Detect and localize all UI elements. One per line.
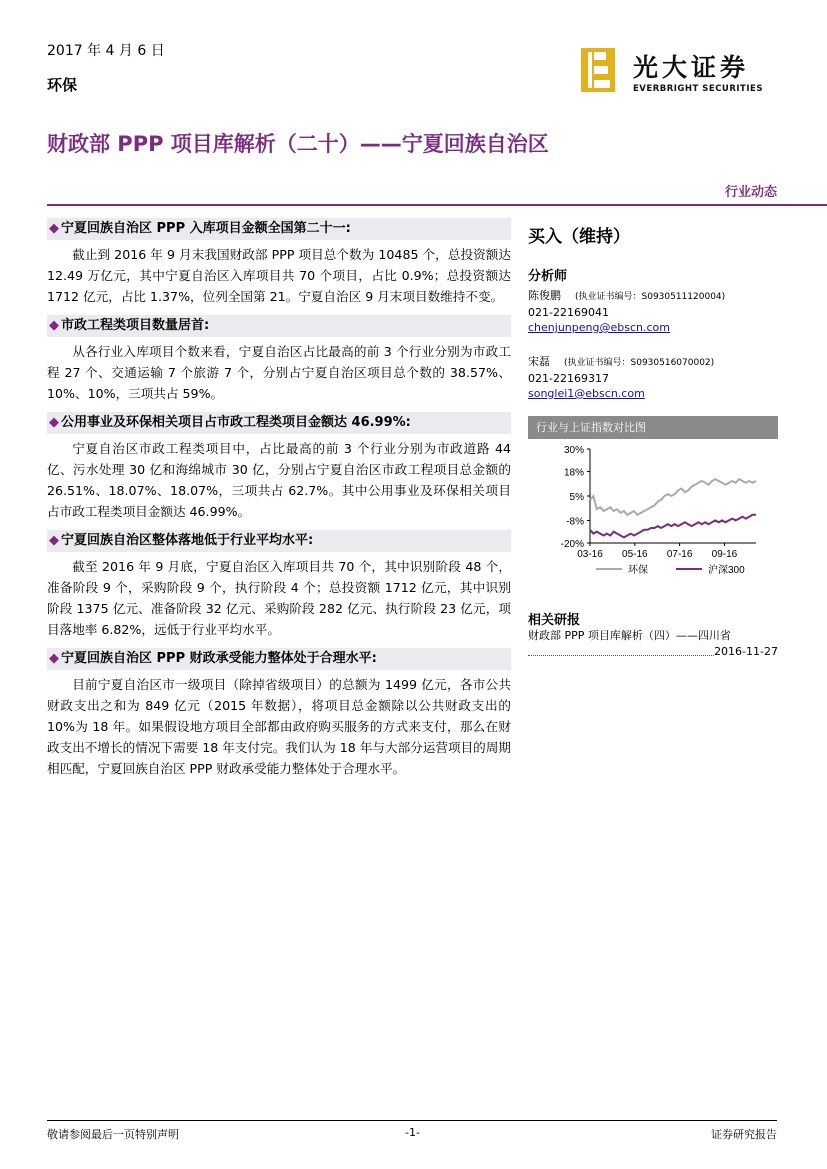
y-tick-label: 30% (563, 445, 584, 456)
section (47, 648, 511, 779)
diamond-bullet-icon: ◆ (49, 415, 59, 430)
main-content (47, 218, 511, 787)
footer-report-label: 证券研究报告 (711, 1128, 777, 1141)
section-heading-text: 宁夏回族自治区 PPP 入库项目金额全国第二十一: (61, 221, 351, 236)
x-tick-label: 03-16 (577, 549, 603, 560)
logo-text-en: EVERBRIGHT SECURITIES (633, 84, 763, 94)
section-body: 截止到 2016 年 9 月末我国财政部 PPP 项目总个数为 10485 个，总投资额达 12.49 万亿元，其中宁夏自治区入库项目共 70 个项目，占比 0.9%；总投资额达 1712 亿元，占比 1.37%，位列全国第 21。宁夏自治区 9 月末项目数维持不变。 (47, 247, 511, 304)
chart-title: 行业与上证指数对比图 (528, 416, 778, 439)
y-tick-label: 5% (569, 492, 584, 503)
section (47, 530, 511, 640)
section-heading-text: 公用事业及环保相关项目占市政工程类项目金额达 46.99%: (61, 415, 411, 430)
rating: 买入（维持） (528, 227, 630, 247)
section-body: 截至 2016 年 9 月底，宁夏自治区入库项目共 70 个，其中识别阶段 48 个，准备阶段 9 个，采购阶段 9 个，执行阶段 4 个；总投资额 1712 亿元，其中识别阶段 1375 亿元、准备阶段 32 亿元、采购阶段 282 亿元、执行阶段 23 亿元，项目落地率 6.82%，远低于行业平均水平。 (47, 559, 511, 637)
analyst-cert: (执业证书编号：S0930516070002) (564, 358, 715, 368)
analyst-phone: 021-22169041 (528, 306, 609, 319)
company-logo (581, 48, 781, 94)
analyst-email-link[interactable]: songlei1@ebscn.com (528, 387, 645, 400)
analyst-heading: 分析师 (528, 269, 568, 284)
sector-label: 环保 (47, 76, 78, 94)
diamond-bullet-icon: ◆ (49, 221, 59, 236)
related-report-title[interactable]: 财政部 PPP 项目库解析（四）——四川省 (528, 629, 731, 642)
sidebar (528, 222, 778, 660)
analyst-phone: 021-22169317 (528, 372, 609, 385)
section-heading-text: 宁夏回族自治区整体落地低于行业平均水平: (61, 533, 314, 548)
legend-label: 环保 (628, 565, 648, 576)
footer-divider (47, 1120, 777, 1121)
logo-mark-icon (581, 48, 615, 92)
section-heading (47, 315, 511, 337)
x-tick-label: 09-16 (711, 549, 738, 560)
section-heading-text: 宁夏回族自治区 PPP 财政承受能力整体处于合理水平: (61, 651, 377, 666)
related-report-line (528, 644, 778, 660)
y-tick-label: -8% (566, 516, 584, 528)
diamond-bullet-icon: ◆ (49, 533, 59, 548)
section (47, 315, 511, 404)
logo-text-cn: 光大证券 (633, 53, 750, 82)
header-divider (47, 204, 827, 206)
y-tick-label: -20% (560, 539, 584, 550)
section (47, 412, 511, 522)
y-tick-label: 18% (563, 467, 584, 479)
page-number: -1- (405, 1126, 420, 1139)
legend-label: 沪深300 (708, 565, 745, 576)
section-heading (47, 648, 511, 670)
diamond-bullet-icon: ◆ (49, 651, 59, 666)
section-heading (47, 218, 511, 240)
section-heading (47, 412, 511, 434)
analyst-name: 宋磊 (528, 355, 550, 368)
section-heading-text: 市政工程类项目数量居首: (61, 318, 210, 333)
diamond-bullet-icon: ◆ (49, 318, 59, 333)
analyst-email-link[interactable]: chenjunpeng@ebscn.com (528, 321, 670, 334)
analyst-block (528, 354, 778, 402)
report-title: 财政部 PPP 项目库解析（二十）——宁夏回族自治区 (47, 132, 549, 156)
section-heading (47, 530, 511, 552)
report-type: 行业动态 (724, 185, 777, 200)
section-body: 宁夏自治区市政工程类项目中，占比最高的前 3 个行业分别为市政道路 44 亿、污水处理 30 亿和海绵城市 30 亿，分别占宁夏自治区市政工程项目总金额的 26.51%、18.07%、18.07%，三项共占 62.7%。其中公用事业及环保相关项目占市政工程类项目金额达 46.99%。 (47, 441, 511, 519)
comparison-chart (528, 439, 778, 589)
leader-dots (528, 644, 714, 656)
section-body: 从各行业入库项目个数来看，宁夏自治区占比最高的前 3 个行业分别为市政工程 27 个、交通运输 7 个旅游 7 个，分别占宁夏自治区项目总个数的 38.57%、10%、10%，三项共占 59%。 (47, 344, 511, 401)
footer-disclaimer: 敬请参阅最后一页特别声明 (47, 1128, 179, 1141)
x-tick-label: 05-16 (622, 549, 648, 560)
analyst-cert: (执业证书编号：S0930511120004) (575, 292, 726, 302)
analyst-block (528, 288, 778, 336)
analyst-name: 陈俊鹏 (528, 289, 561, 302)
section (47, 218, 511, 307)
section-body: 目前宁夏自治区市一级项目（除掉省级项目）的总额为 1499 亿元，各市公共财政支出之和为 849 亿元（2015 年数据），将项目总金额除以公共财政支出的 10%为 18 年。如果假设地方项目全部都由政府购买服务的方式来支付，那么在财政支出不增长的情况下需要 18 年支付完。我们认为 18 年与大部分运营项目的周期相匹配，宁夏回族自治区 PPP 财政承受能力整体处于合理水平。 (47, 677, 511, 776)
x-tick-label: 07-16 (666, 549, 693, 560)
related-report-date: 2016-11-27 (714, 645, 778, 658)
series-line-hs300 (590, 515, 756, 538)
report-date: 2017 年 4 月 6 日 (47, 43, 165, 59)
series-line-huanbao (590, 479, 756, 515)
related-heading: 相关研报 (528, 613, 581, 628)
